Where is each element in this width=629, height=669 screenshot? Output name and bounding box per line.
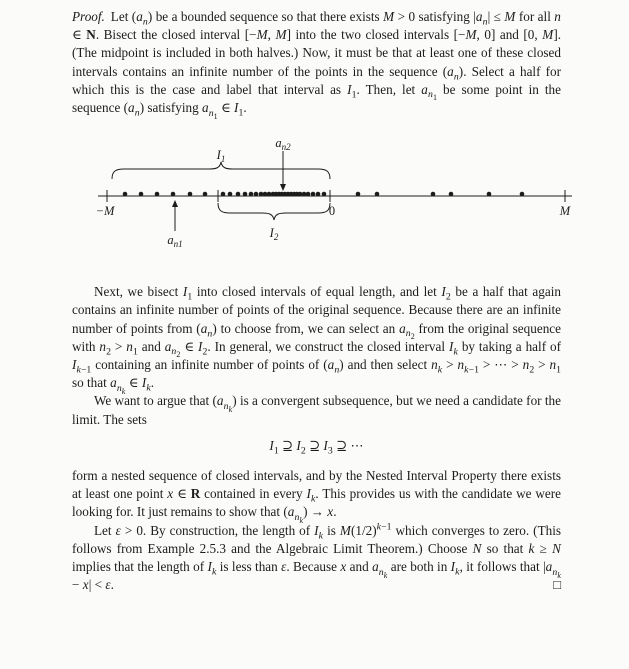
proof-label: Proof. [72, 9, 105, 24]
closing-paragraph-text: Let ε > 0. By construction, the length of $I_k$ is $M(1/2)^{k-1}$ which converges to zero. (This follows from Example 2.5.3 and the Algebraic Limit Theorem.) Choose N so that k ≥ N implies that the length of $I_k$ is less than ε. Because x and $a_{n_k}$ are both in $I_k$, it follows that $|a_{n_k} - x| < \varepsilon$. [72, 521, 562, 593]
interval-I2-underbrace [218, 203, 330, 220]
label-M: M [559, 204, 571, 219]
label-zero: 0 [328, 204, 336, 219]
label-I1: $I_1$ [216, 148, 226, 165]
proof-opening-text: Let $(a_n)$ be a bounded sequence so that there exists M > 0 satisfying $|a_n| \le M$ for all n ∈ N. Bisect the closed interval [−M, M] into the two closed intervals [−M, 0] and [0, M]. (The midpoint is included in both halves.) Now, it must be that at least one of these closed intervals contains an infinite number of the points in the sequence $(a_n)$. Select a half for which this is the case and label that interval as $I_1$. Then, let $a_{n_1}$ be some point in the sequence $(a_n)$ satisfying $a_{n_1}$ ∈ $I_1$. [72, 9, 562, 121]
interval-I1-overbrace [112, 162, 330, 179]
proof-opening-paragraph [72, 8, 562, 121]
label-I2: $I_2$ [269, 226, 279, 243]
paragraph-nested-intervals: form a nested sequence of closed intervals, and by the Nested Interval Property there exists at least one point x ∈ R contained in every $I_k$. This provides us with the candidate we were looking for. It just remains to show that $(a_{n_k}) \to x$. [72, 468, 561, 526]
an1-arrowhead [172, 200, 178, 207]
paragraph-next-bisect: Next, we bisect $I_1$ into closed intervals of equal length, and let $I_2$ be a half that again contains an infinite number of points of the original sequence. Because there are an infinite number of points from $(a_n)$ to choose from, we can select an $a_{n_2}$ from the original sequence with $n_2 > n_1$ and $a_{n_2}$ ∈ $I_2$. In general, we construct the closed interval $I_k$ by taking a half of $I_{k-1}$ containing an infinite number of points of $(a_n)$ and then select $n_k > n_{k-1}$ > ⋯ > $n_2 > n_1$ so that $a_{n_k}$ ∈ $I_k$. [72, 284, 562, 396]
label-neg-M: −M [95, 204, 115, 219]
an2-arrowhead [280, 184, 286, 191]
number-line-svg [0, 133, 629, 261]
bisection-number-line-figure [0, 133, 629, 261]
display-equation-nested-intervals: $I_1$ ⊇ $I_2$ ⊇ $I_3$ ⊇ ⋯ [269, 437, 364, 457]
closing-paragraph [72, 522, 561, 595]
qed-symbol: □ [553, 577, 561, 593]
number-line-axis [98, 190, 572, 202]
label-an1: $a_{n1}$ [167, 233, 183, 250]
label-an2: $a_{n2}$ [275, 136, 291, 153]
paragraph-subsequence-candidate: We want to argue that $(a_{n_k})$ is a convergent subsequence, but we need a candidate for the limit. The sets [72, 393, 561, 427]
